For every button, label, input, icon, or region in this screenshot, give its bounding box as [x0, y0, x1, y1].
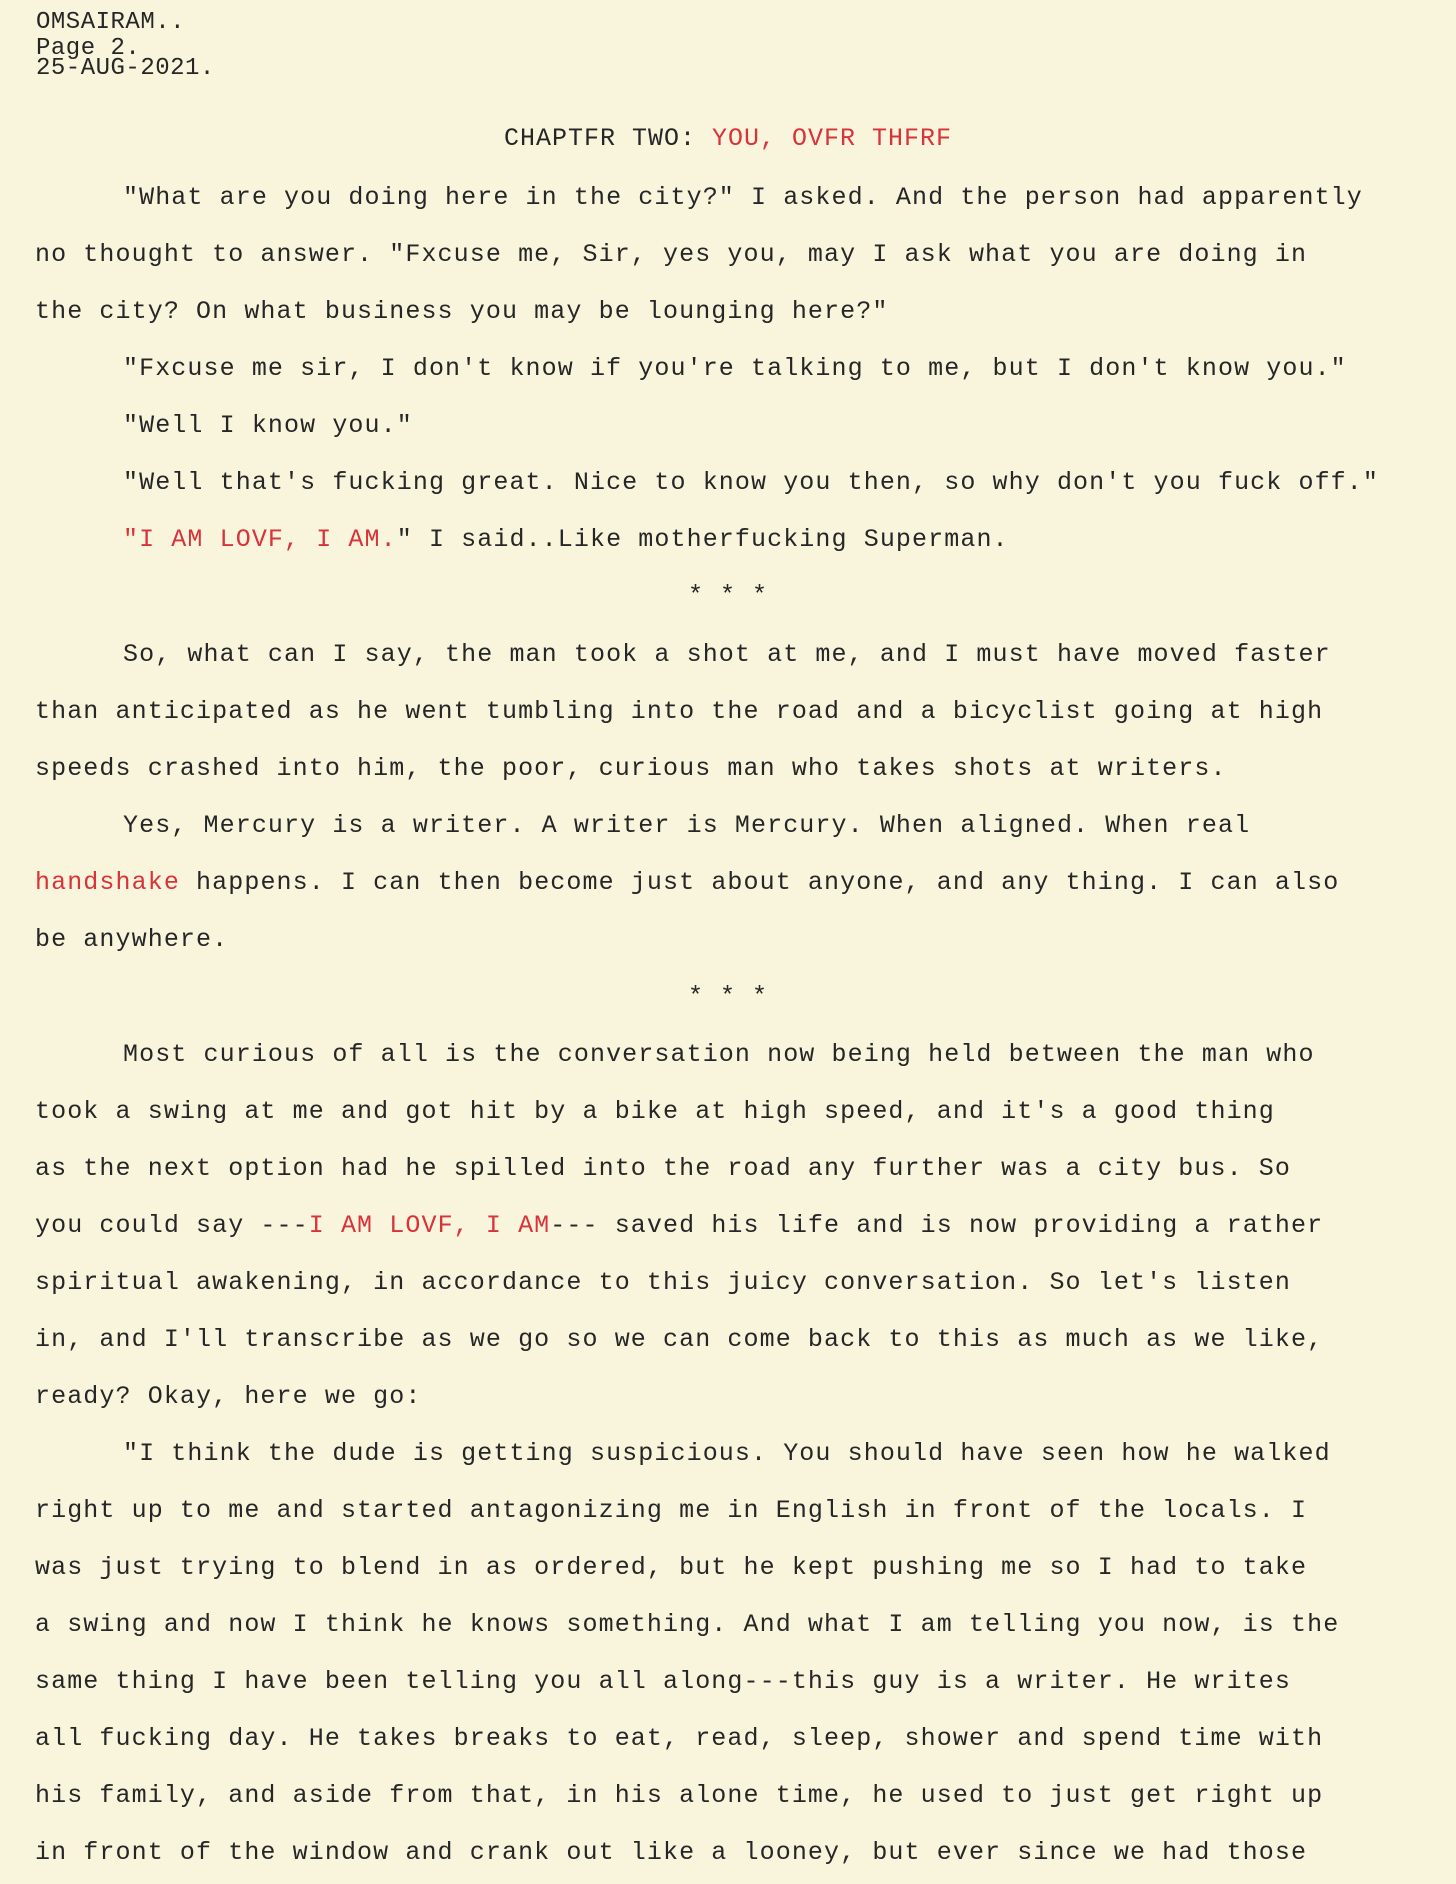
text-line — [35, 868, 1339, 898]
text-line: all fucking day. He takes breaks to eat, read, sleep, shower and spend time with — [35, 1724, 1324, 1753]
text-line: no thought to answer. "Fxcuse me, Sir, yes you, may I ask what you are doing in — [35, 240, 1308, 269]
header-line-om-sairam: OMSAIRAM.. — [36, 9, 186, 36]
text-line: the city? On what business you may be lounging here?" — [35, 297, 889, 326]
text-line: same thing I have been telling you all along---this guy is a writer. He writes — [35, 1667, 1291, 1696]
chapter-prefix: CHAPTFR TWO: — [503, 124, 712, 153]
text-line: as the next option had he spilled into the road any further was a city bus. So — [35, 1154, 1291, 1183]
i-am-love-red: I AM LOVF, I AM — [308, 1211, 551, 1240]
text-line: took a swing at me and got hit by a bike at high speed, and it's a good thing — [35, 1097, 1275, 1126]
text-line — [123, 525, 1009, 555]
text-span: you could say --- — [35, 1211, 309, 1240]
text-line: "What are you doing here in the city?" I asked. And the person had apparently — [123, 183, 1363, 212]
text-line: ready? Okay, here we go: — [35, 1382, 422, 1411]
text-span: " I said..Like motherfucking Superman. — [396, 525, 1009, 554]
text-line: Most curious of all is the conversation now being held between the man who — [123, 1040, 1315, 1069]
handshake-red: handshake — [35, 868, 180, 897]
header-page-number: Page 2. — [36, 35, 141, 62]
text-line: "I think the dude is getting suspicious. You should have seen how he walked — [123, 1439, 1331, 1468]
text-line: So, what can I say, the man took a shot at me, and I must have moved faster — [123, 640, 1331, 669]
text-line: "Well I know you." — [123, 411, 413, 440]
text-span: happens. I can then become just about anyone, and any thing. I can also — [179, 868, 1340, 897]
header-date: 25-AUG-2021. — [36, 55, 215, 82]
section-separator: * * * — [687, 581, 768, 610]
text-line: spiritual awakening, in accordance to this juicy conversation. So let's listen — [35, 1268, 1291, 1297]
section-separator: * * * — [687, 982, 768, 1011]
text-line: "Well that's fucking great. Nice to know you then, so why don't you fuck off." — [123, 468, 1379, 497]
chapter-heading — [0, 124, 1456, 153]
text-line: be anywhere. — [35, 925, 229, 954]
text-line: his family, and aside from that, in his alone time, he used to just get right up — [35, 1781, 1324, 1810]
text-span: --- saved his life and is now providing a rather — [550, 1211, 1324, 1240]
text-line: in, and I'll transcribe as we go so we can come back to this as much as we like, — [35, 1325, 1324, 1354]
text-line: Yes, Mercury is a writer. A writer is Mercury. When aligned. When real — [123, 811, 1251, 840]
text-line: a swing and now I think he knows something. And what I am telling you now, is the — [35, 1610, 1340, 1639]
text-line: speeds crashed into him, the poor, curious man who takes shots at writers. — [35, 754, 1227, 783]
text-line — [35, 1211, 1323, 1241]
text-line: right up to me and started antagonizing me in English in front of the locals. I — [35, 1496, 1308, 1525]
text-line: was just trying to blend in as ordered, but he kept pushing me so I had to take — [35, 1553, 1308, 1582]
text-line: than anticipated as he went tumbling into the road and a bicyclist going at high — [35, 697, 1324, 726]
i-am-love-red: "I AM LOVF, I AM. — [123, 525, 397, 554]
text-line: in front of the window and crank out like a looney, but ever since we had those — [35, 1838, 1308, 1867]
text-line: "Fxcuse me sir, I don't know if you're talking to me, but I don't know you." — [123, 354, 1347, 383]
chapter-title: YOU, OVFR THFRF — [712, 124, 953, 153]
